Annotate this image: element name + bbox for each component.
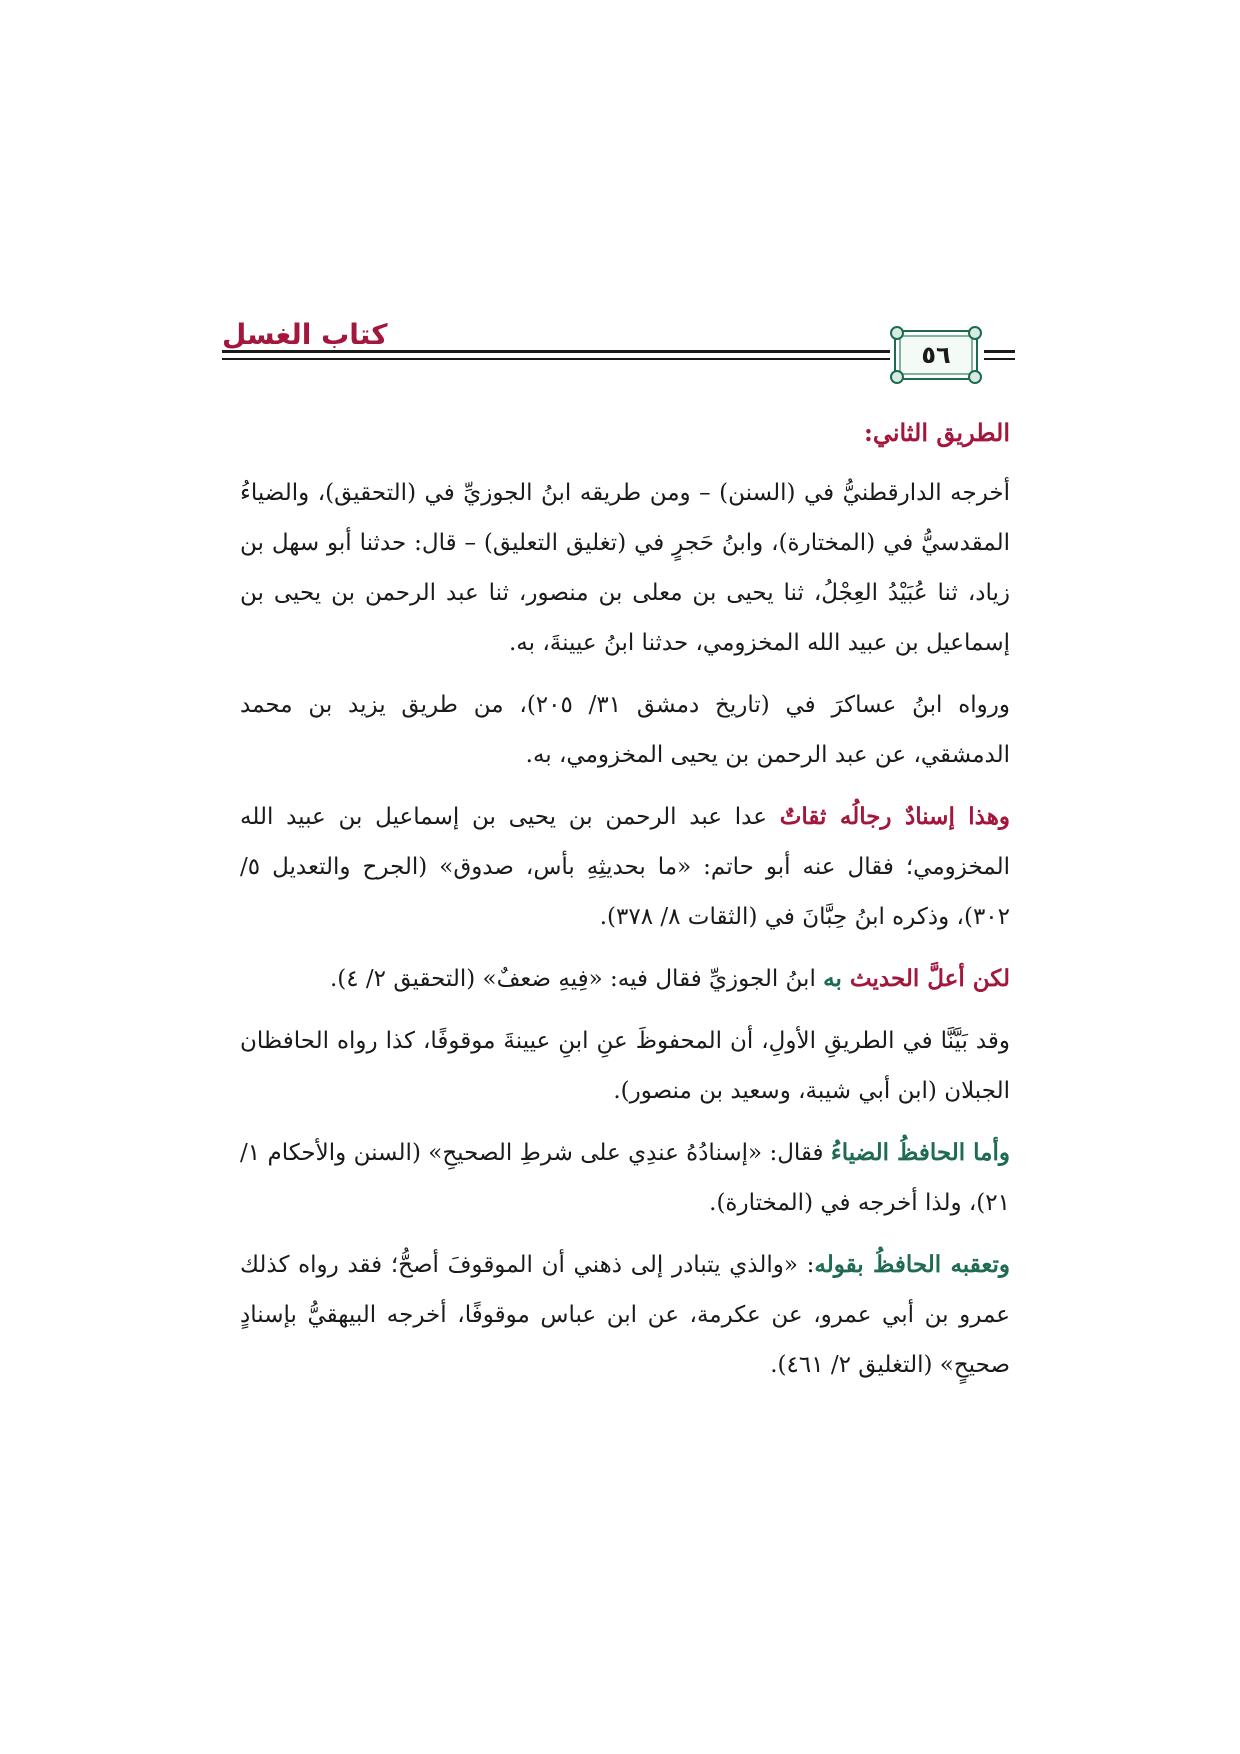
paragraph-text: فقال: «إسنادُهُ عندِي على شرطِ الصحيحِ» (السنن والأحكام ١/ ٢١)، ولذا أخرجه في (المختارة). — [240, 1140, 1010, 1216]
paragraph-text: ورواه ابنُ عساكرَ في (تاريخ دمشق ٣١/ ٢٠٥)، من طريق يزيد بن محمد الدمشقي، عن عبد الرحمن بن يحيى المخزومي، به. — [240, 692, 1011, 768]
paragraph-5 — [240, 1016, 1010, 1116]
paragraph-1 — [240, 468, 1010, 668]
paragraph-text: عدا عبد الرحمن بن يحيى بن إسماعيل بن عبيد الله المخزومي؛ فقال عنه أبو حاتم: «ما بحديثِهِ بأس، صدوق» (الجرح والتعديل ٥/ ٣٠٢)، وذكره ابنُ حِبَّانَ في (الثقات ٨/ ٣٧٨). — [240, 804, 1010, 930]
header-rule-bottom — [222, 358, 890, 360]
paragraph-2 — [240, 680, 1010, 780]
paragraph-text: أخرجه الدارقطنيُّ في (السنن) – ومن طريقه ابنُ الجوزيِّ في (التحقيق)، والضياءُ المقدسيُّ في (المختارة)، وابنُ حَجرٍ في (تغليق التعليق) – قال: حدثنا أبو سهل بن زياد، ثنا عُبَيْدُ العِجْلُ، ثنا يحيى بن معلى بن منصور، ثنا عبد الرحمن بن يحيى بن إسماعيل بن عبيد الله المخزومي، حدثنا ابنُ عيينةَ، به. — [240, 480, 1010, 656]
paragraph-3 — [240, 792, 1010, 942]
paragraph-lead-green: به — [823, 965, 850, 992]
paragraph-text: ابنُ الجوزيِّ فقال فيه: «فِيهِ ضعفٌ» (التحقيق ٢/ ٤). — [329, 966, 824, 992]
page-number-badge — [894, 330, 978, 380]
paragraph-lead: وهذا إسنادٌ رجالُه ثقاتٌ — [779, 803, 1010, 830]
section-title: الطريق الثاني: — [863, 418, 1010, 447]
header-rule-right-top — [984, 350, 1015, 353]
header-rule-right-bottom — [984, 358, 1015, 360]
header-rule-top — [222, 350, 890, 353]
paragraph-4 — [240, 954, 1010, 1004]
paragraph-6 — [240, 1128, 1010, 1228]
paragraph-lead: لكن أعلَّ الحديث — [849, 965, 1010, 992]
paragraph-7 — [240, 1240, 1010, 1390]
page-content — [240, 408, 1010, 1402]
page-number: ٥٦ — [921, 341, 951, 369]
page-header — [222, 318, 1015, 386]
paragraph-text: وقد بَيَّنَّا في الطريقِ الأولِ، أن المحفوظَ عنِ ابنِ عيينةَ موقوفًا، كذا رواه الحافظان الجبلان (ابن أبي شيبة، وسعيد بن منصور). — [240, 1028, 1010, 1104]
paragraph-text: : «والذي يتبادر إلى ذهني أن الموقوفَ أصحُّ؛ فقد رواه كذلك عمرو بن أبي عمرو، عن عكرمة، عن ابن عباس موقوفًا، أخرجه البيهقيُّ بإسنادٍ صحيحٍ» (التغليق ٢/ ٤٦١). — [240, 1252, 1010, 1378]
paragraph-lead: وأما الحافظُ الضياءُ — [830, 1139, 1010, 1166]
paragraph-lead: وتعقبه الحافظُ بقوله — [814, 1251, 1010, 1278]
book-title: كتاب الغسل — [222, 318, 388, 351]
